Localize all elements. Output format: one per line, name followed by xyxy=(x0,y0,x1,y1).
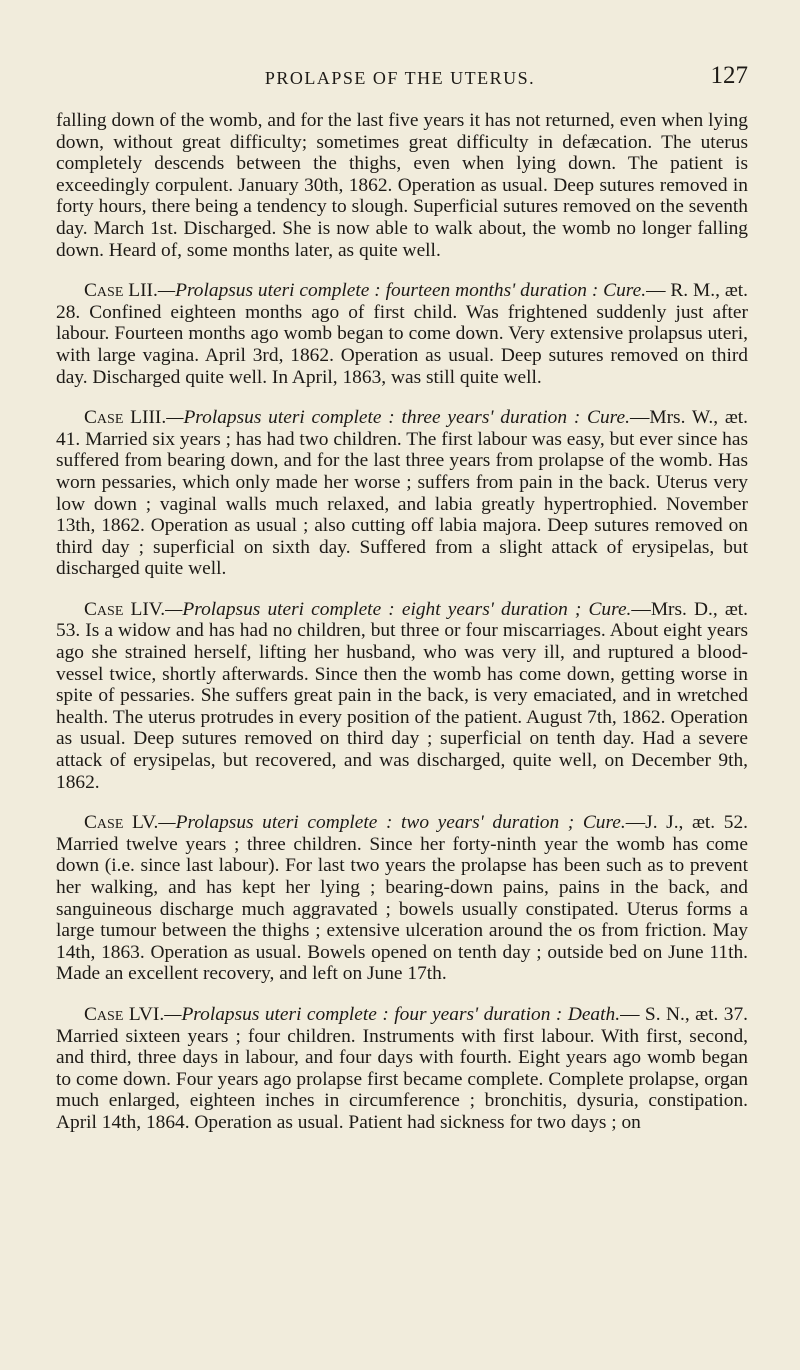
case-text: — S. N., æt. 37. Married sixteen years ; four children. Instruments with first labour. With first, second, and third, three days in labour, and four days with fourth. Eight years ago womb began to come down. Four years ago prolapse first became complete. Complete prolapse, organ much enlarged, eighteen inches in circumference ; bronchitis, dysuria, constipation. April 14th, 1864. Operation as usual. Patient had sickness for two days ; on xyxy=(56,1003,749,1133)
page-body xyxy=(56,110,748,1153)
case-text: —Mrs. W., æt. 41. Married six years ; has had two children. The first labour was easy, but ever since has suffered from bearing down, and for the last three years from prolapse of the womb. Has worn pessaries, which only made her worse ; suffers from pain in the back. Uterus very low down ; vaginal walls much relaxed, and labia greatly hypertrophied. November 13th, 1862. Operation as usual ; also cutting off labia majora. Deep sutures removed on third day ; superficial on sixth day. Suffered from a slight attack of erysipelas, but discharged quite well. xyxy=(56,407,749,580)
case-label: Case LIV. xyxy=(84,598,166,620)
case-title: —Prolapsus uteri complete : four years' duration : Death. xyxy=(164,1003,621,1025)
running-title: PROLAPSE OF THE UTERUS. xyxy=(264,68,536,88)
case-lvi-paragraph xyxy=(56,1004,748,1134)
case-title: —Prolapsus uteri complete : three years' duration : Cure. xyxy=(166,407,630,429)
case-lii-paragraph xyxy=(56,280,748,388)
case-label: Case LVI. xyxy=(84,1003,165,1025)
case-title: —Prolapsus uteri complete : fourteen months' duration : Cure. xyxy=(157,280,647,302)
case-title: —Prolapsus uteri complete : two years' duration ; Cure. xyxy=(158,812,626,834)
page-number: 127 xyxy=(710,62,748,89)
case-text: —J. J., æt. 52. Married twelve years ; three children. Since her forty-ninth year the womb has come down (i.e. since last labour). For last two years the prolapse has been such as to prevent her walking, and has kept her lying ; bearing-down pains, pains in the back, and sanguineous discharge much aggravated ; bowels usually constipated. Uterus forms a large tumour between the thighs ; extensive ulceration around the os from friction. May 14th, 1863. Operation as usual. Bowels opened on tenth day ; outside bed on June 11th. Made an excellent recovery, and left on June 17th. xyxy=(56,812,748,985)
case-liv-paragraph xyxy=(56,599,748,793)
case-liii-paragraph xyxy=(56,407,748,580)
case-label: Case LIII. xyxy=(84,407,167,429)
case-label: Case LV. xyxy=(84,812,159,834)
case-text: — R. M., æt. 28. Confined eighteen months ago of first child. Was frightened suddenly just after labour. Fourteen months ago womb began to come down. Very extensive prolapsus uteri, with large vagina. April 3rd, 1862. Operation as usual. Deep sutures removed on third day. Discharged quite well. In April, 1863, was still quite well. xyxy=(56,280,748,388)
case-label: Case LII. xyxy=(84,280,158,302)
running-head xyxy=(0,62,800,92)
case-lv-paragraph xyxy=(56,812,748,985)
case-title: —Prolapsus uteri complete : eight years' duration ; Cure. xyxy=(165,598,632,620)
continuation-paragraph: falling down of the womb, and for the last five years it has not returned, even when lying down, without great difficulty; sometimes great difficulty in defæcation. The uterus completely descends between the thighs, even when lying down. The patient is exceedingly corpulent. January 30th, 1862. Operation as usual. Deep sutures removed in forty hours, there being a tendency to slough. Superficial sutures removed on the seventh day. March 1st. Discharged. She is now able to walk about, the womb no longer falling down. Heard of, some months later, as quite well. xyxy=(56,110,748,261)
case-text: —Mrs. D., æt. 53. Is a widow and has had no children, but three or four miscarriages. About eight years ago she strained herself, lifting her husband, who was very ill, and ruptured a blood-vessel twice, shortly afterwards. Since then the womb has come down, getting worse in spite of pessaries. She suffers great pain in the back, is very emaciated, and in wretched health. The uterus protrudes in every position of the patient. August 7th, 1862. Operation as usual. Deep sutures removed on third day ; superficial on tenth day. Had a severe attack of erysipelas, but recovered, and was discharged, quite well, on December 9th, 1862. xyxy=(56,598,749,793)
